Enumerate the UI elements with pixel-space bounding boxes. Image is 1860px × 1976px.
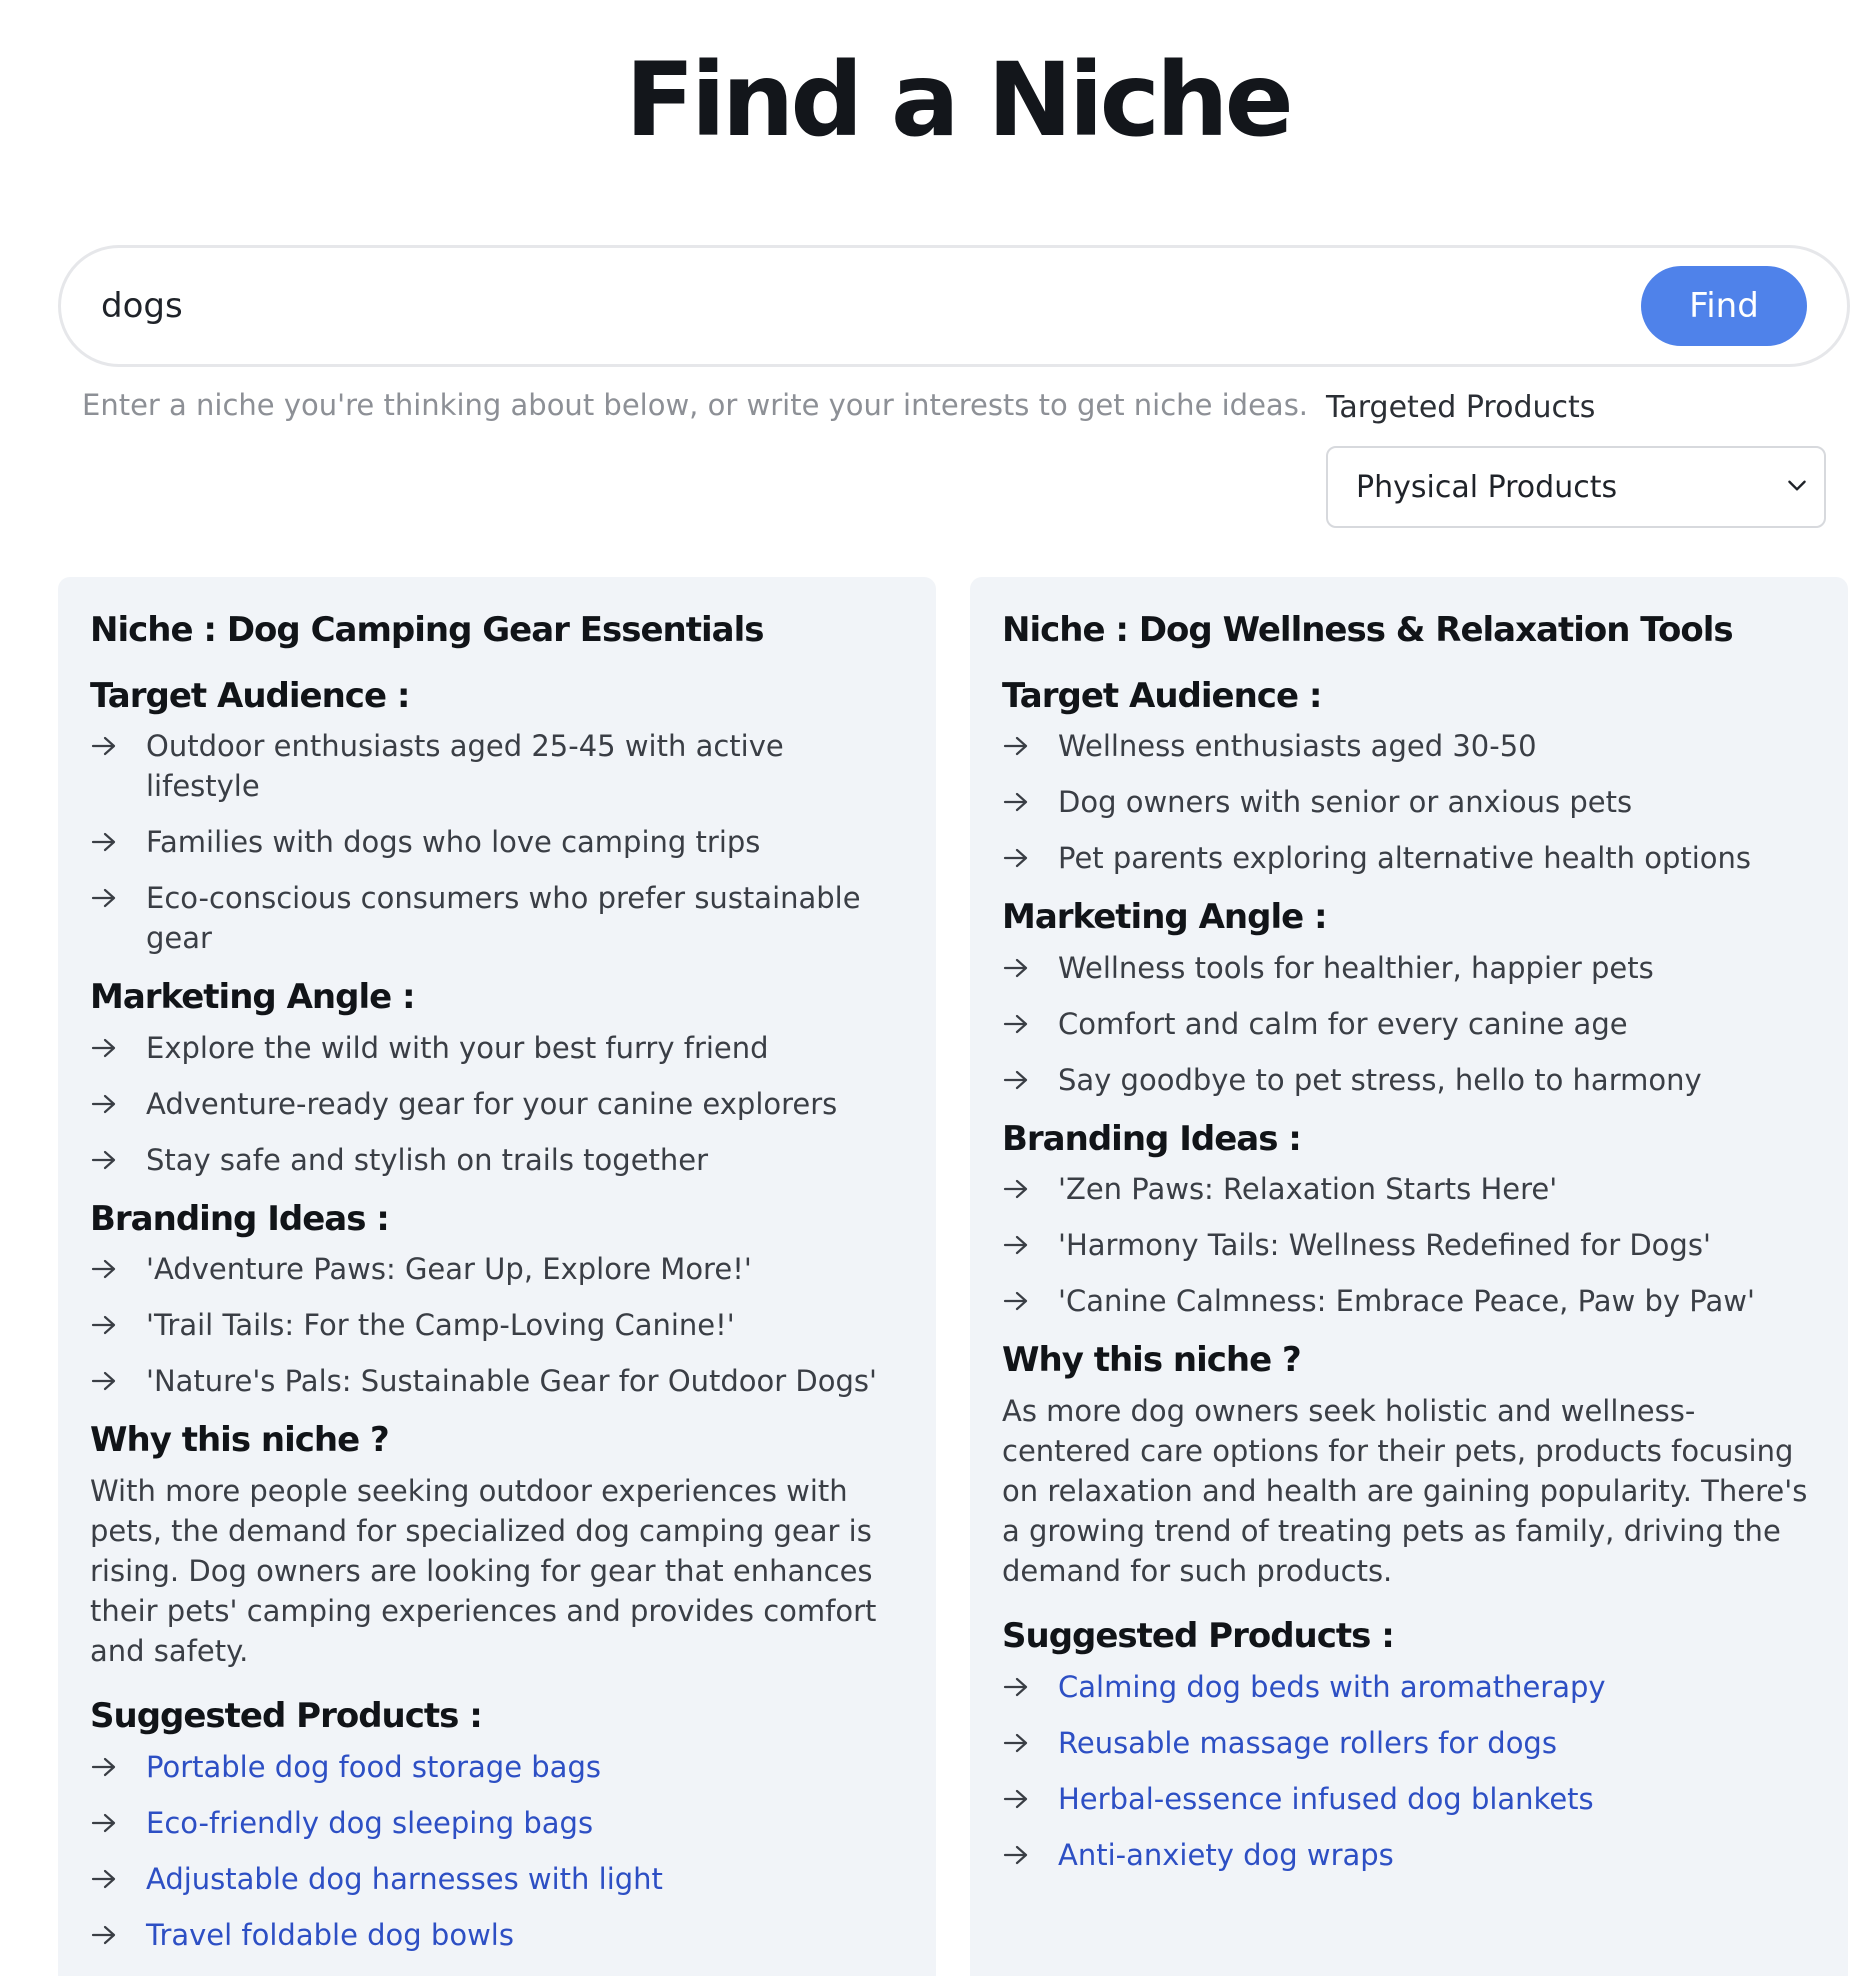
- suggested-product-link[interactable]: Eco-friendly dog sleeping bags: [90, 1803, 906, 1843]
- list-item: Outdoor enthusiasts aged 25-45 with active lifestyle: [90, 726, 906, 806]
- why-niche-text: With more people seeking outdoor experiences with pets, the demand for specialized dog camping gear is rising. Dog owners are looking for gear that enhances their pets' camping experiences and provides comfort and safety.: [90, 1473, 877, 1668]
- arrow-right-icon: [90, 1867, 118, 1891]
- arrow-right-icon: [90, 1036, 118, 1060]
- list-item: 'Trail Tails: For the Camp-Loving Canine!': [90, 1305, 906, 1345]
- why-niche-heading: Why this niche ?: [90, 1420, 389, 1461]
- list-item: Say goodbye to pet stress, hello to harmony: [1002, 1060, 1818, 1100]
- niche-card: [58, 577, 936, 1976]
- niche-card: [970, 577, 1848, 1976]
- arrow-right-icon: [1002, 1787, 1030, 1811]
- target-audience-list: [90, 726, 906, 958]
- why-niche-heading: Why this niche ?: [1002, 1340, 1301, 1381]
- list-item: Families with dogs who love camping trips: [90, 822, 906, 862]
- suggested-product-link[interactable]: Calming dog beds with aromatherapy: [1002, 1667, 1818, 1707]
- target-audience-list: [1002, 726, 1818, 878]
- arrow-right-icon: [90, 1313, 118, 1337]
- arrow-right-icon: [1002, 1068, 1030, 1092]
- list-item: Wellness enthusiasts aged 30-50: [1002, 726, 1818, 766]
- suggested-products-heading: Suggested Products :: [90, 1695, 482, 1736]
- arrow-right-icon: [90, 1923, 118, 1947]
- branding-ideas-heading: Branding Ideas :: [90, 1198, 389, 1239]
- arrow-right-icon: [1002, 734, 1030, 758]
- marketing-angle-list: [1002, 948, 1818, 1100]
- list-item: 'Harmony Tails: Wellness Redefined for Dogs': [1002, 1225, 1818, 1265]
- arrow-right-icon: [90, 1755, 118, 1779]
- search-bar: [58, 245, 1850, 367]
- arrow-right-icon: [1002, 1675, 1030, 1699]
- niche-title: Niche : Dog Wellness & Relaxation Tools: [1002, 610, 1733, 650]
- list-item: Adventure-ready gear for your canine explorers: [90, 1084, 906, 1124]
- arrow-right-icon: [90, 1257, 118, 1281]
- list-item: 'Adventure Paws: Gear Up, Explore More!': [90, 1249, 906, 1289]
- suggested-products-list: [1002, 1667, 1818, 1875]
- arrow-right-icon: [1002, 846, 1030, 870]
- target-audience-heading: Target Audience :: [90, 675, 410, 716]
- target-audience-heading: Target Audience :: [1002, 675, 1322, 716]
- targeted-products-value: Physical Products: [1356, 470, 1618, 505]
- marketing-angle-list: [90, 1028, 906, 1180]
- arrow-right-icon: [90, 734, 118, 758]
- list-item: 'Canine Calmness: Embrace Peace, Paw by Paw': [1002, 1281, 1818, 1321]
- list-item: Pet parents exploring alternative health options: [1002, 838, 1818, 878]
- arrow-right-icon: [1002, 790, 1030, 814]
- list-item: Comfort and calm for every canine age: [1002, 1004, 1818, 1044]
- list-item: 'Nature's Pals: Sustainable Gear for Outdoor Dogs': [90, 1361, 906, 1401]
- targeted-products-label: Targeted Products: [1326, 390, 1596, 425]
- arrow-right-icon: [90, 1811, 118, 1835]
- suggested-product-link[interactable]: Reusable massage rollers for dogs: [1002, 1723, 1818, 1763]
- arrow-right-icon: [1002, 1843, 1030, 1867]
- niche-title: Niche : Dog Camping Gear Essentials: [90, 610, 764, 650]
- list-item: Eco-conscious consumers who prefer sustainable gear: [90, 878, 906, 958]
- marketing-angle-heading: Marketing Angle :: [1002, 897, 1327, 938]
- arrow-right-icon: [90, 830, 118, 854]
- list-item: Explore the wild with your best furry friend: [90, 1028, 906, 1068]
- list-item: Wellness tools for healthier, happier pets: [1002, 948, 1818, 988]
- why-niche-text: As more dog owners seek holistic and wellness-centered care options for their pets, products focusing on relaxation and health are gaining popularity. There's a growing trend of treating pets as family, driving the demand for such products.: [1002, 1393, 1808, 1588]
- marketing-angle-heading: Marketing Angle :: [90, 977, 415, 1018]
- niche-search-input[interactable]: [101, 274, 1601, 338]
- branding-ideas-list: [1002, 1169, 1818, 1321]
- list-item: Stay safe and stylish on trails together: [90, 1140, 906, 1180]
- list-item: 'Zen Paws: Relaxation Starts Here': [1002, 1169, 1818, 1209]
- suggested-product-link[interactable]: Adjustable dog harnesses with light: [90, 1859, 906, 1899]
- targeted-products-select[interactable]: [1326, 446, 1826, 528]
- arrow-right-icon: [1002, 956, 1030, 980]
- arrow-right-icon: [1002, 1233, 1030, 1257]
- suggested-product-link[interactable]: Portable dog food storage bags: [90, 1747, 906, 1787]
- branding-ideas-list: [90, 1249, 906, 1401]
- chevron-down-icon: [1784, 472, 1810, 498]
- suggested-product-link[interactable]: Herbal-essence infused dog blankets: [1002, 1779, 1818, 1819]
- arrow-right-icon: [1002, 1177, 1030, 1201]
- arrow-right-icon: [1002, 1731, 1030, 1755]
- arrow-right-icon: [1002, 1289, 1030, 1313]
- arrow-right-icon: [90, 1092, 118, 1116]
- search-hint: Enter a niche you're thinking about below, or write your interests to get niche ideas.: [82, 388, 1309, 422]
- arrow-right-icon: [90, 886, 118, 910]
- list-item: Dog owners with senior or anxious pets: [1002, 782, 1818, 822]
- arrow-right-icon: [90, 1148, 118, 1172]
- find-button[interactable]: Find: [1641, 266, 1807, 346]
- arrow-right-icon: [90, 1369, 118, 1393]
- arrow-right-icon: [1002, 1012, 1030, 1036]
- branding-ideas-heading: Branding Ideas :: [1002, 1118, 1301, 1159]
- suggested-products-heading: Suggested Products :: [1002, 1615, 1394, 1656]
- suggested-products-list: [90, 1747, 906, 1955]
- suggested-product-link[interactable]: Anti-anxiety dog wraps: [1002, 1835, 1818, 1875]
- suggested-product-link[interactable]: Travel foldable dog bowls: [90, 1915, 906, 1955]
- page-title: Find a Niche: [625, 41, 1290, 160]
